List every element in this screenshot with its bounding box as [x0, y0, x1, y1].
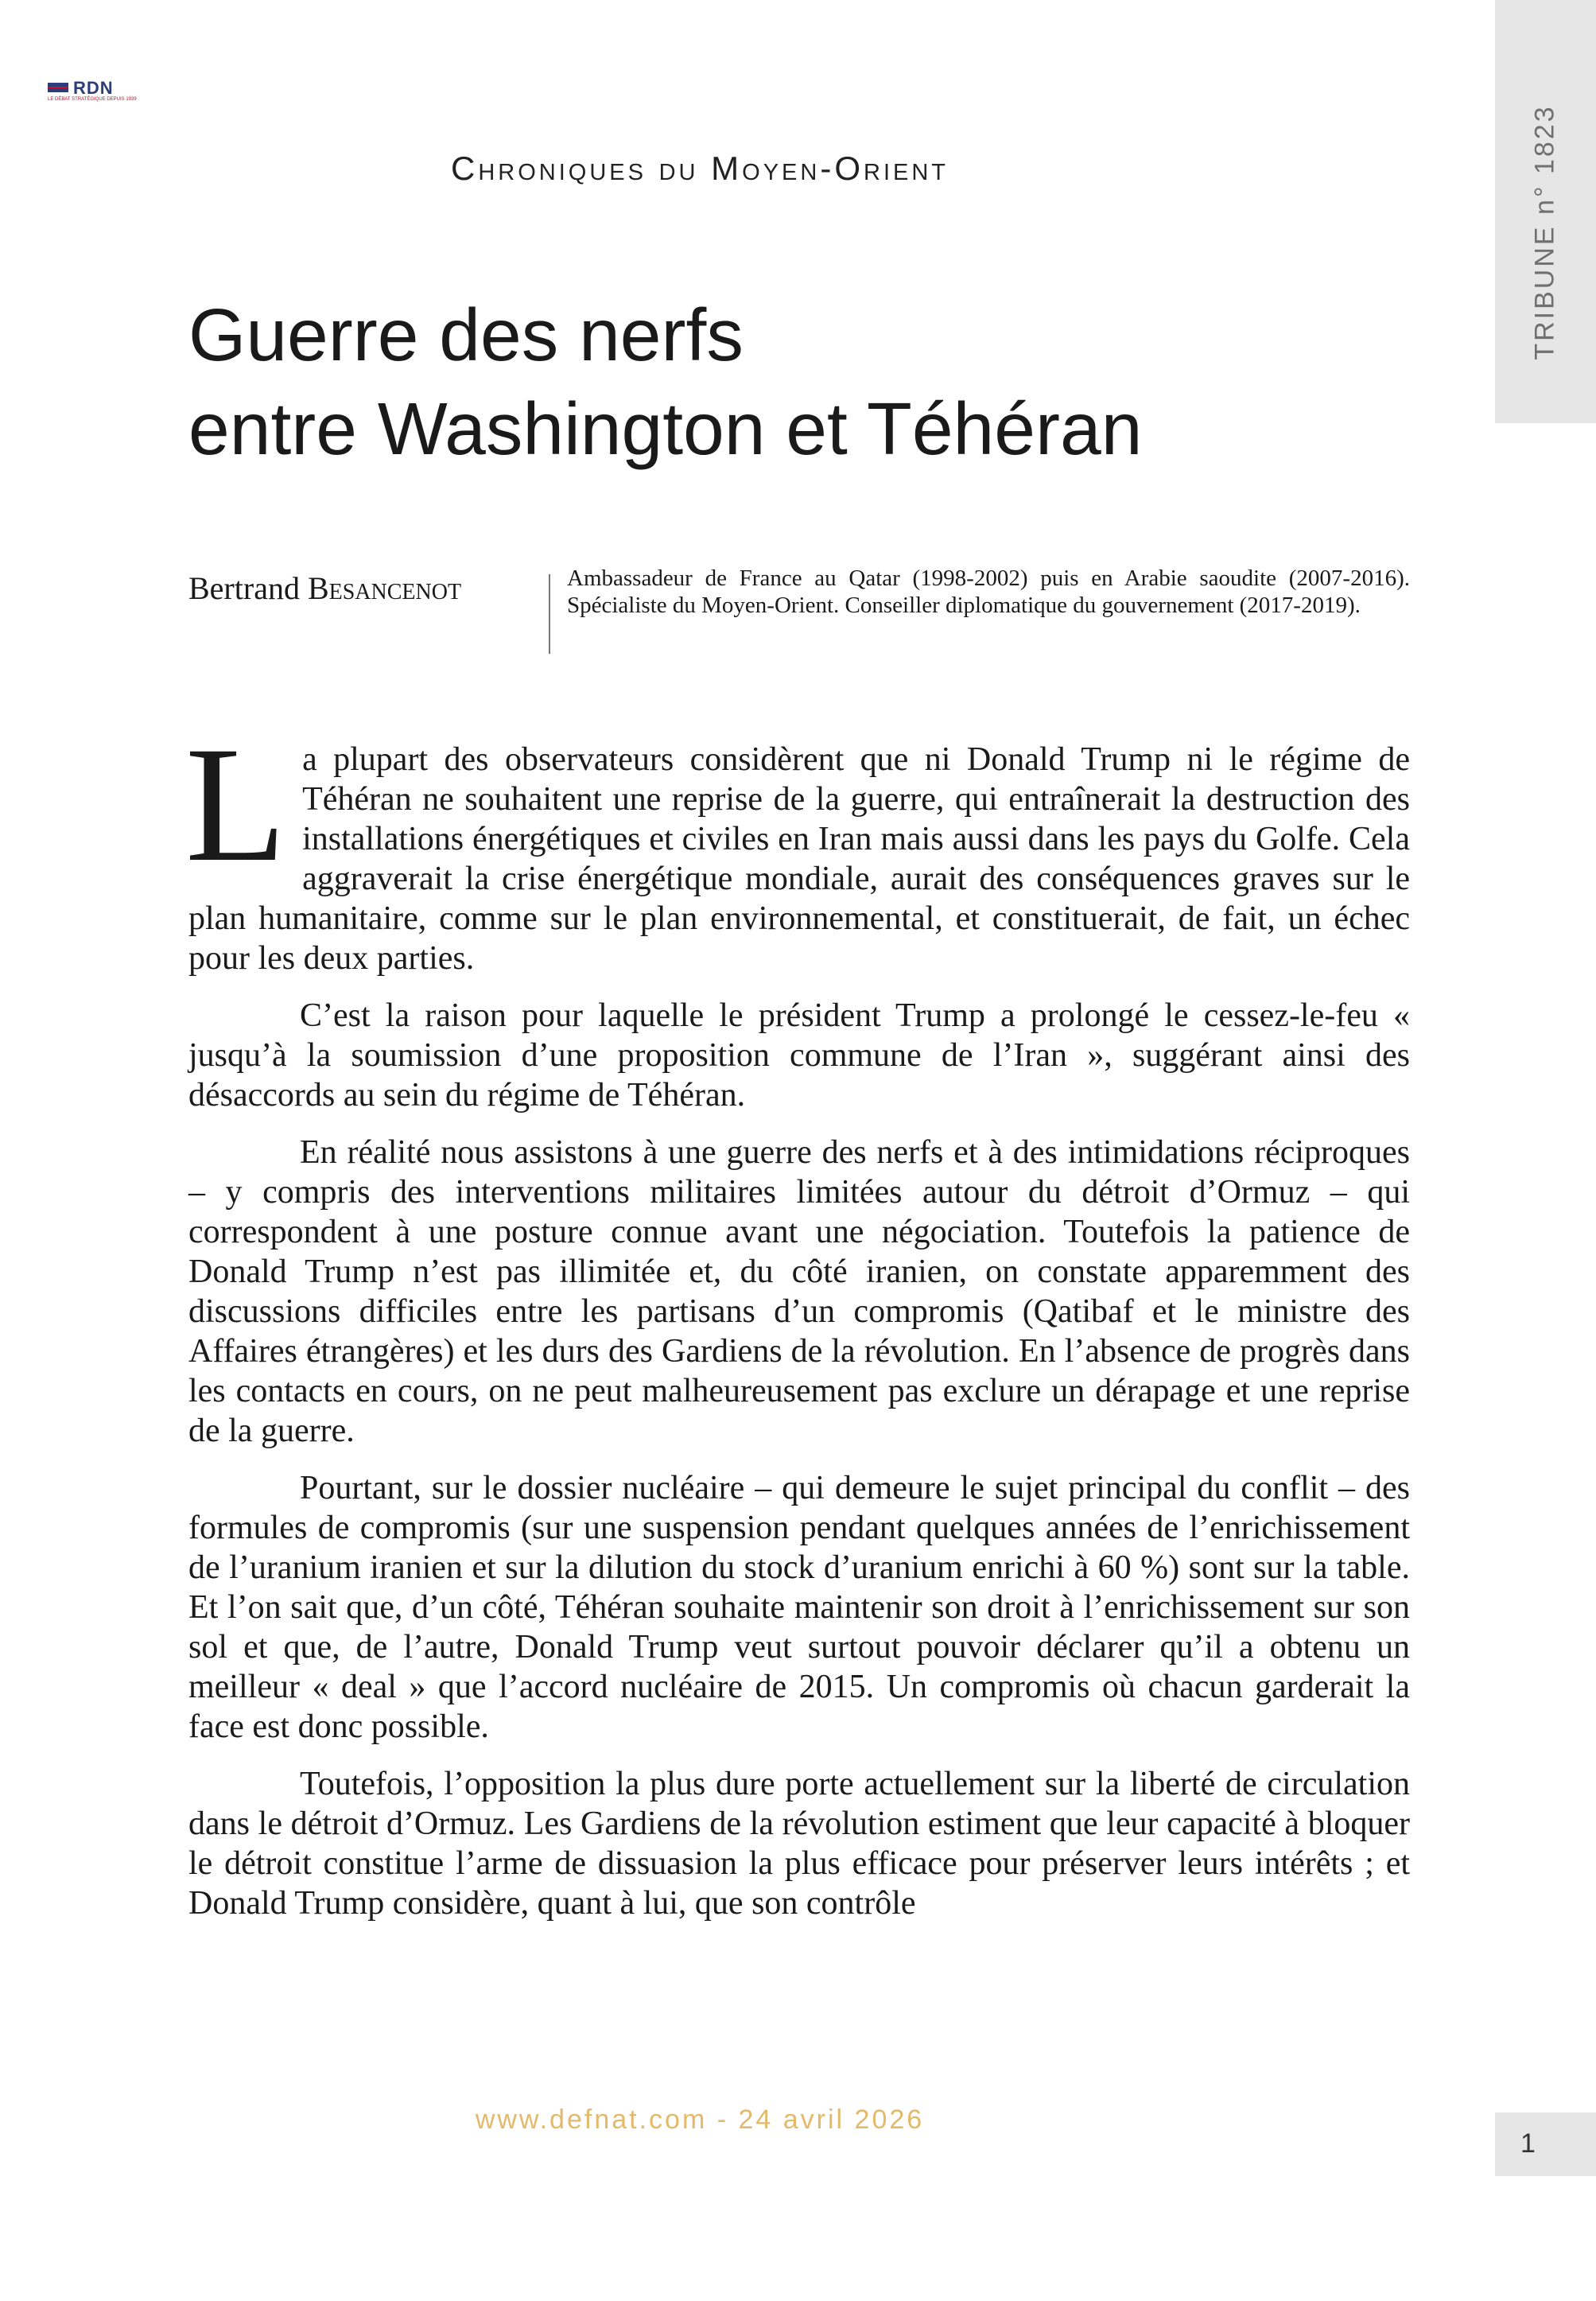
page-number: 1 — [1520, 2128, 1536, 2159]
author-divider — [549, 574, 550, 654]
article-title — [188, 288, 1142, 476]
author-name — [188, 569, 461, 607]
paragraph-2: C’est la raison pour laquelle le président Trump a prolongé le cessez-le-feu « jusqu’à la soumission d’une proposition commune de l’Iran », suggérant ainsi des désaccords au sein du régime de Téhéran. — [188, 997, 1410, 1114]
author-bio: Ambassadeur de France au Qatar (1998-2002) puis en Arabie saoudite (2007-2016). Spécialiste du Moyen-Orient. Conseiller diplomatique du gouvernement (2017-2019). — [567, 566, 1410, 618]
flag-icon — [48, 83, 68, 92]
page-number-box — [1495, 2112, 1596, 2176]
paragraph-4: Pourtant, sur le dossier nucléaire – qui demeure le sujet principal du conflit – des formules de compromis (sur une suspension pendant quelques années de l’enrichissement de l’uranium iranien et sur la dilution du stock d’uranium enrichi à 60 %) sont sur la table. Et l’on sait que, d’un côté, Téhéran souhaite maintenir son droit à l’enrichissement sur son sol et que, de l’autre, Donald Trump veut surtout pouvoir déclarer qu’il a obtenu un meilleur « deal » que l’accord nucléaire de 2015. Un compromis où chacun garderait la face est donc possible. — [188, 1470, 1410, 1745]
paragraph-1-text: a plupart des observateurs considèrent que ni Donald Trump ni le régime de Téhéran ne souhaitent une reprise de la guerre, qui entraînerait la destruction des installations énergétiques et civiles en Iran mais aussi dans les pays du Golfe. Cela aggraverait la crise énergétique mondiale, aurait des conséquences graves sur le plan humanitaire, comme sur le plan environnemental, et constituerait, de fait, un échec pour les deux parties. — [188, 741, 1410, 977]
article-body — [185, 713, 1410, 1941]
drop-cap: L — [185, 713, 287, 896]
paragraph-3: En réalité nous assistons à une guerre des nerfs et à des intimidations réciproques – y compris des interventions militaires limitées autour du détroit d’Ormuz – qui correspondent à une posture connue avant une négociation. Toutefois la patience de Donald Trump n’est pas illimitée et, du côté iranien, on constate apparemment des discussions difficiles entre les partisans d’un compromis (Qatibaf et le ministre des Affaires étrangères) et les durs des Gardiens de la révolution. En l’absence de progrès dans les contacts en cours, on ne peut malheureusement pas exclure un dérapage et une reprise de la guerre. — [188, 1134, 1410, 1449]
paragraph-1 — [185, 713, 1410, 978]
rdn-logo — [48, 80, 143, 102]
tribune-side-tab — [1495, 0, 1596, 423]
title-line-2: entre Washington et Téhéran — [188, 387, 1143, 470]
section-header: Chroniques du Moyen-Orient — [450, 150, 949, 187]
author-first-name: Bertrand — [188, 570, 300, 606]
footer-url-date: www.defnat.com - 24 avril 2026 — [475, 2105, 925, 2135]
logo-brand: RDN — [73, 78, 114, 98]
paragraph-5: Toutefois, l’opposition la plus dure porte actuellement sur la liberté de circulation dans le détroit d’Ormuz. Les Gardiens de la révolution estiment que leur capacité à bloquer le détroit constitue l’arme de dissuasion la plus efficace pour préserver leurs intérêts ; et Donald Trump considère, quant à lui, que son contrôle — [188, 1766, 1410, 1922]
tribune-number: TRIBUNE n° 1823 — [1529, 104, 1560, 360]
logo-tagline: LE DÉBAT STRATÉGIQUE DEPUIS 1939 — [48, 97, 137, 102]
title-line-1: Guerre des nerfs — [188, 293, 744, 376]
author-last-name: Besancenot — [307, 570, 462, 606]
